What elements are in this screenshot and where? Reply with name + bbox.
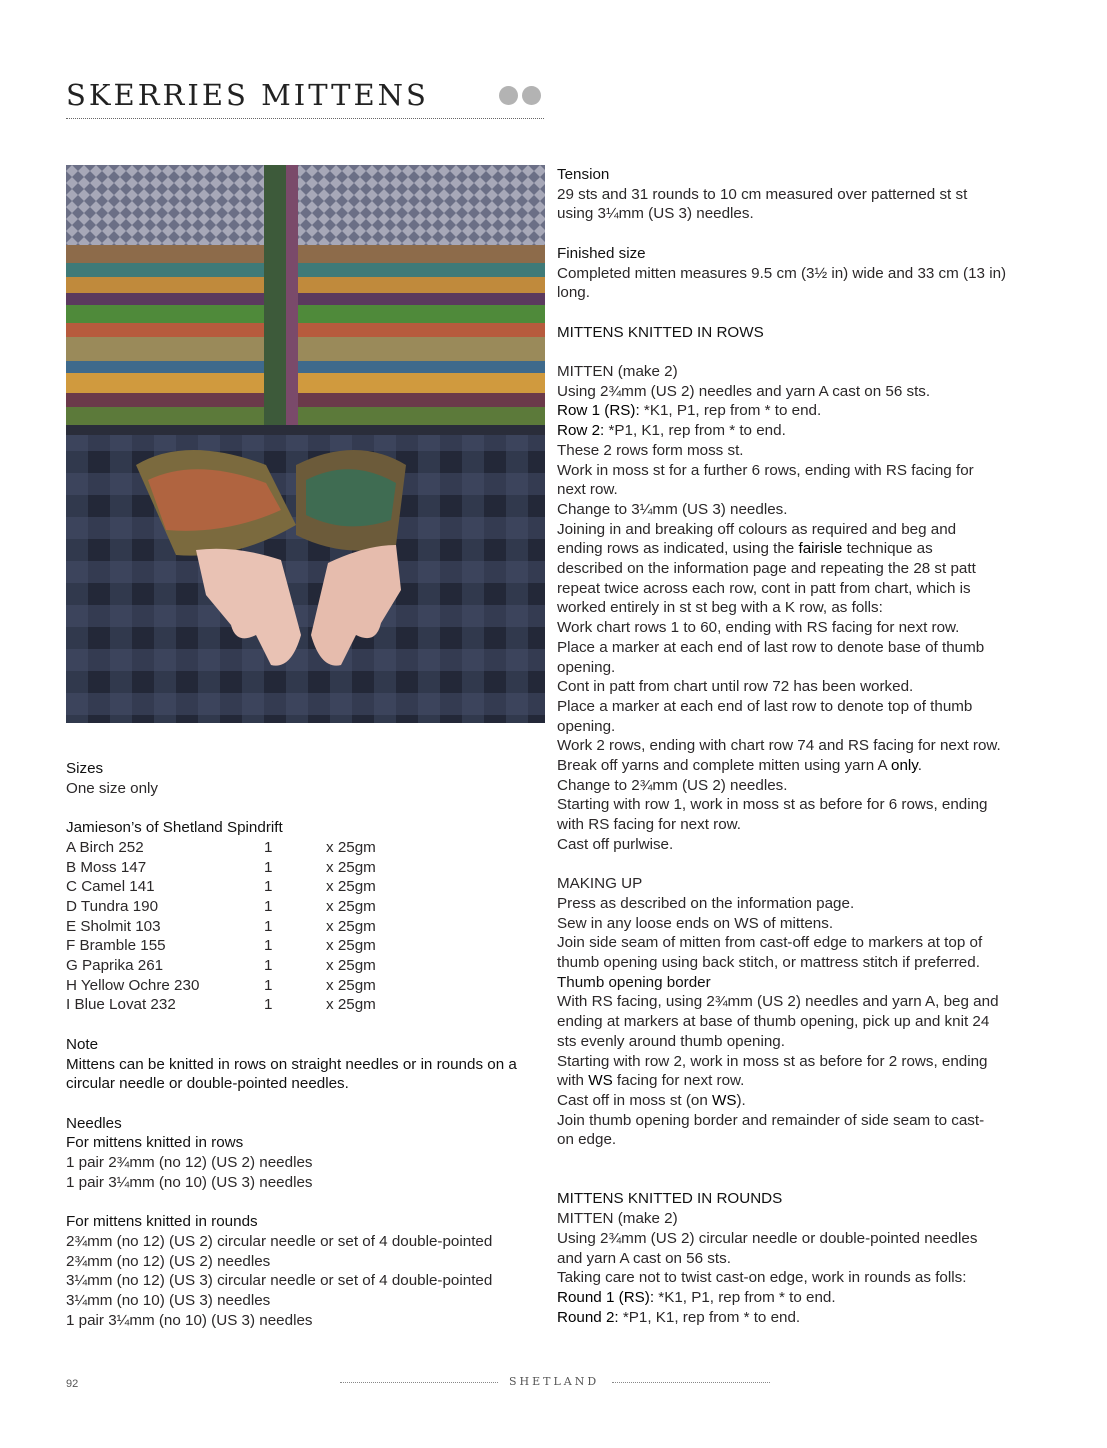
round-label: Round 2: [557, 1308, 619, 1326]
yarn-qty: 1 [264, 858, 273, 876]
yarn-qty: 1 [264, 937, 273, 955]
yarn-name: B Moss 147 [66, 858, 147, 876]
finished-size-heading: Finished size [557, 244, 646, 262]
title-divider [66, 118, 544, 119]
tension-heading: Tension [557, 166, 610, 183]
yarn-list [66, 838, 546, 1015]
row-label: Row 1 (RS): [557, 402, 640, 420]
yarn-name: G Paprika 261 [66, 957, 164, 975]
yarn-row [66, 858, 546, 878]
text-line: ending at markers at base of thumb opening, pick up and knit 24 [557, 1013, 990, 1031]
text-line: 29 sts and 31 rounds to 10 cm measured over patterned st st [557, 185, 968, 203]
dot-icon [499, 86, 518, 105]
text-line: next row. [557, 481, 618, 499]
footer-rule-left [340, 1382, 498, 1383]
needles-heading: Needles [66, 1114, 122, 1132]
text-line: Cast off purlwise. [557, 835, 674, 853]
yarn-unit: x 25gm [326, 917, 376, 935]
text-line: Joining in and breaking off colours as required and beg and [557, 520, 957, 538]
yarn-qty: 1 [264, 878, 273, 896]
needle-line: 1 pair 3¼mm (no 10) (US 3) needles [66, 1173, 313, 1191]
yarn-unit: x 25gm [326, 937, 376, 955]
emphasis: only [891, 757, 918, 775]
yarn-qty: 1 [264, 996, 273, 1014]
text-line: Starting with row 2, work in moss st as before for 2 rows, ending [557, 1052, 988, 1070]
yarn-qty: 1 [264, 838, 273, 856]
yarn-name: F Bramble 155 [66, 937, 166, 955]
yarn-unit: x 25gm [326, 858, 376, 876]
needle-line: 3¼mm (no 12) (US 3) circular needle or set of 4 double-pointed [66, 1272, 493, 1290]
materials-column [66, 759, 546, 1330]
text-line: Work in moss st for a further 6 rows, ending with RS facing for [557, 461, 974, 479]
note-heading: Note [66, 1035, 99, 1053]
yarn-unit: x 25gm [326, 957, 376, 975]
row-text: *K1, P1, rep from * to end. [639, 402, 822, 420]
text-line: with RS facing for next row. [557, 816, 742, 834]
text-line: Change to 2¾mm (US 2) needles. [557, 776, 788, 794]
yarn-row [66, 877, 546, 897]
text-line: and yarn A cast on 56 sts. [557, 1249, 731, 1267]
text-part: technique as [842, 540, 933, 558]
yarn-unit: x 25gm [326, 838, 376, 856]
yarn-name: D Tundra 190 [66, 897, 159, 915]
fairisle-term: fairisle [798, 540, 843, 558]
needle-line: 1 pair 3¼mm (no 10) (US 3) needles [66, 1311, 313, 1329]
text-line: thumb opening using back stitch, or mattress stitch if preferred. [557, 954, 980, 972]
text-part: with [557, 1072, 589, 1090]
text-line: Using 2¾mm (US 2) circular needle or double-pointed needles [557, 1229, 978, 1247]
text-line: Place a marker at each end of last row to denote top of thumb [557, 697, 973, 715]
text-line: Sew in any loose ends on WS of mittens. [557, 914, 834, 932]
instructions-column [557, 165, 1043, 1327]
yarn-name: I Blue Lovat 232 [66, 996, 176, 1014]
text-part: facing for next row. [612, 1072, 745, 1090]
castoff-line [557, 1091, 1043, 1111]
yarn-unit: x 25gm [326, 878, 376, 896]
text-line: Using 2¾mm (US 2) needles and yarn A cast on 56 sts. [557, 382, 931, 400]
making-up-heading: MAKING UP [557, 875, 643, 893]
text-line: Cont in patt from chart until row 72 has been worked. [557, 678, 914, 696]
page-title: SKERRIES MITTENS [66, 78, 429, 112]
text-line: Place a marker at each end of last row to denote base of thumb [557, 638, 985, 656]
text-line: on edge. [557, 1131, 617, 1149]
page-number: 92 [66, 1378, 79, 1390]
text-part: . [917, 757, 922, 775]
yarn-qty: 1 [264, 976, 273, 994]
yarn-qty: 1 [264, 897, 273, 915]
rows-needles-heading: For mittens knitted in rows [66, 1134, 244, 1152]
needle-line: 2¾mm (no 12) (US 2) needles [66, 1252, 271, 1270]
needle-line: 2¾mm (no 12) (US 2) circular needle or set of 4 double-pointed [66, 1232, 493, 1250]
text-line: sts evenly around thumb opening. [557, 1032, 785, 1050]
row-label: Row 2: [557, 422, 605, 440]
yarn-row [66, 995, 546, 1015]
text-line: Work 2 rows, ending with chart row 74 and RS facing for next row. [557, 737, 1001, 755]
text-line: Work chart rows 1 to 60, ending with RS facing for next row. [557, 619, 960, 637]
text-line: using 3¼mm (US 3) needles. [557, 205, 754, 223]
footer-rule-right [612, 1382, 770, 1383]
text-line: described on the information page and repeating the 28 st patt [557, 560, 976, 578]
row-text: *P1, K1, rep from * to end. [604, 422, 786, 440]
yarn-unit: x 25gm [326, 897, 376, 915]
text-line: Join side seam of mitten from cast-off edge to markers at top of [557, 934, 983, 952]
round-label: Round 1 (RS): [557, 1288, 655, 1306]
yarn-name: E Sholmit 103 [66, 917, 161, 935]
row-1-instruction [557, 401, 1043, 421]
text-line: With RS facing, using 2¾mm (US 2) needles and yarn A, beg and [557, 993, 999, 1011]
dot-icon [522, 86, 541, 105]
sizes-value: One size only [66, 779, 159, 797]
knitted-mittens-photo [66, 165, 545, 723]
yarn-name: C Camel 141 [66, 878, 155, 896]
yarn-row [66, 917, 546, 937]
decorative-dots [499, 86, 541, 105]
sizes-heading: Sizes [66, 760, 104, 777]
footer-brand: SHETLAND [509, 1375, 600, 1388]
ws-line [557, 1071, 1043, 1091]
yarn-row [66, 956, 546, 976]
text-line: opening. [557, 717, 616, 735]
text-line: worked entirely in st st beg with a K row, as folls: [557, 599, 883, 617]
yarn-row [66, 838, 546, 858]
text-line: Taking care not to twist cast-on edge, work in rounds as folls: [557, 1269, 967, 1287]
emphasis: WS [712, 1091, 737, 1109]
yarn-name: A Birch 252 [66, 838, 144, 856]
yarn-unit: x 25gm [326, 976, 376, 994]
text-line: opening. [557, 658, 616, 676]
yarn-row [66, 897, 546, 917]
needle-line: 3¼mm (no 10) (US 3) needles [66, 1291, 271, 1309]
yarn-qty: 1 [264, 917, 273, 935]
text-part: Break off yarns and complete mitten using yarn A [557, 757, 892, 775]
break-line [557, 756, 1043, 776]
round-text: *P1, K1, rep from * to end. [618, 1308, 801, 1326]
text-line: long. [557, 284, 590, 302]
fairisle-line [557, 539, 1043, 559]
mitten-heading: MITTEN (make 2) [557, 362, 678, 380]
text-line: Starting with row 1, work in moss st as before for 6 rows, ending [557, 796, 988, 814]
text-line: repeat twice across each row, cont in patt from chart, which is [557, 579, 971, 597]
row-2-instruction [557, 421, 1043, 441]
rounds-section-heading: MITTENS KNITTED IN ROUNDS [557, 1190, 783, 1208]
text-line: Completed mitten measures 9.5 cm (3½ in) wide and 33 cm (13 in) [557, 264, 1007, 282]
round-1-instruction [557, 1288, 1043, 1308]
text-line: Join thumb opening border and remainder of side seam to cast- [557, 1111, 985, 1129]
needle-line: 1 pair 2¾mm (no 12) (US 2) needles [66, 1154, 313, 1172]
emphasis: WS [588, 1072, 613, 1090]
text-part: ending rows as indicated, using the [557, 540, 799, 558]
yarn-heading: Jamieson’s of Shetland Spindrift [66, 819, 283, 837]
text-part: ). [736, 1091, 746, 1109]
rows-section-heading: MITTENS KNITTED IN ROWS [557, 323, 764, 341]
text-line: Press as described on the information page. [557, 894, 855, 912]
yarn-row [66, 936, 546, 956]
round-2-instruction [557, 1308, 1043, 1328]
note-body: Mittens can be knitted in rows on straight needles or in rounds on a circular needle or double-pointed needles. [66, 1055, 517, 1093]
text-line: These 2 rows form moss st. [557, 441, 744, 459]
round-text: *K1, P1, rep from * to end. [654, 1288, 836, 1306]
yarn-row [66, 976, 546, 996]
yarn-name: H Yellow Ochre 230 [66, 976, 200, 994]
yarn-unit: x 25gm [326, 996, 376, 1014]
thumb-border-heading: Thumb opening border [557, 973, 711, 991]
text-line: Change to 3¼mm (US 3) needles. [557, 500, 788, 518]
rounds-mitten-heading: MITTEN (make 2) [557, 1210, 678, 1228]
text-part: Cast off in moss st (on [557, 1091, 713, 1109]
rounds-needles-heading: For mittens knitted in rounds [66, 1213, 258, 1231]
photo-illustration [66, 165, 545, 723]
yarn-qty: 1 [264, 957, 273, 975]
